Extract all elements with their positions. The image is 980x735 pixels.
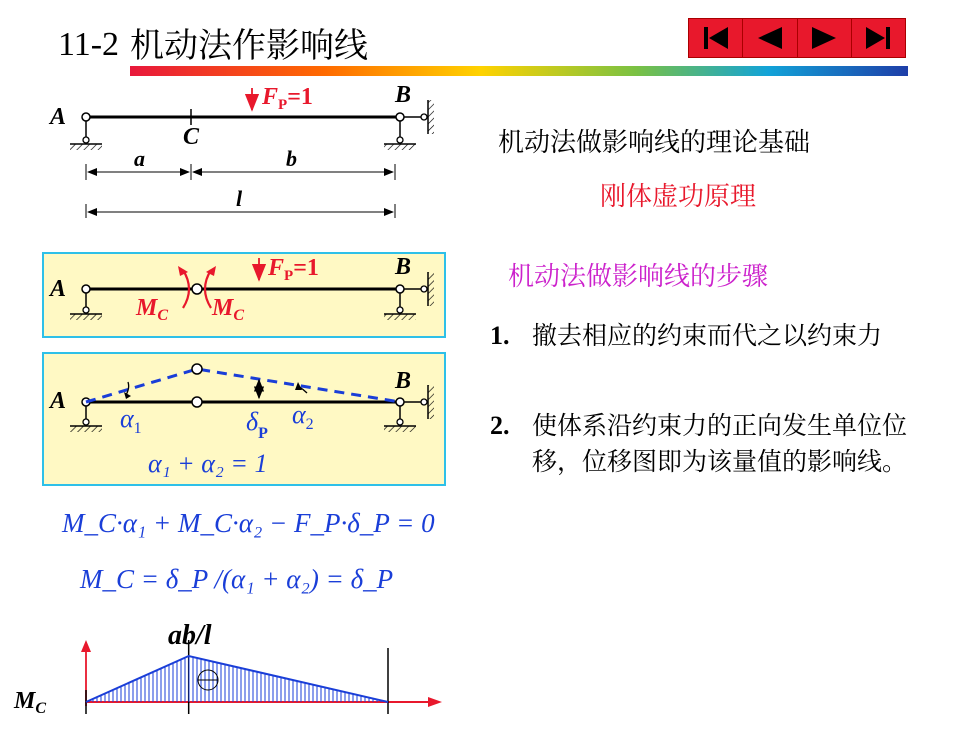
dim-b-label: b xyxy=(286,146,297,171)
theory-basis-heading: 机动法做影响线的理论基础 xyxy=(498,128,811,158)
label-c: C xyxy=(183,124,200,150)
delta-p-label: $\delta_P$ xyxy=(246,407,268,442)
simple-beam xyxy=(70,88,434,218)
virtual-work-principle: 刚体虚功原理 xyxy=(600,182,757,212)
label-a: A xyxy=(50,276,67,302)
moment-left-label: $M_C$ xyxy=(136,295,169,324)
moment-right-label: $M_C$ xyxy=(212,295,245,324)
alpha-sum-equation: α₁ + α₂ = 1 xyxy=(148,449,268,478)
virtual-work-equation: M_C·α₁ + M_C·α₂ − F_P·δ_P = 0 xyxy=(62,508,435,538)
dim-l-label: l xyxy=(236,186,243,211)
load-label: $F_P=1$ xyxy=(268,255,319,284)
label-b: B xyxy=(395,368,412,394)
label-b: B xyxy=(395,254,412,280)
alpha-2-label: $\alpha_2$ xyxy=(292,400,314,433)
load-label: $F_P=1$ xyxy=(262,84,313,113)
pin-support-a xyxy=(70,113,102,150)
section-number: 11-2 xyxy=(58,26,120,63)
label-a: A xyxy=(50,104,67,130)
steps-heading: 机动法做影响线的步骤 xyxy=(508,262,769,292)
moment-result-equation: M_C = δ_P /(α₁ + α₂) = δ_P xyxy=(80,564,394,594)
influence-area xyxy=(86,656,388,702)
page-title: 机动法作影响线 xyxy=(130,26,368,66)
label-b: B xyxy=(395,82,412,108)
hinged-beam xyxy=(70,258,434,320)
step-text: 使体系沿约束力的正向发生单位位移，位移图即为该量值的影响线。 xyxy=(532,411,908,476)
label-a: A xyxy=(50,388,67,414)
alpha-1-label: $\alpha_1$ xyxy=(120,404,142,437)
dim-a-label: a xyxy=(134,146,145,171)
influence-axis-label: $M_C$ xyxy=(14,688,47,717)
step-number: 1. xyxy=(490,321,510,350)
peak-value-label: ab/l xyxy=(168,620,212,651)
step-text: 撤去相应的约束而代之以约束力 xyxy=(532,321,883,350)
step-number: 2. xyxy=(490,411,510,440)
influence-line xyxy=(81,640,442,714)
